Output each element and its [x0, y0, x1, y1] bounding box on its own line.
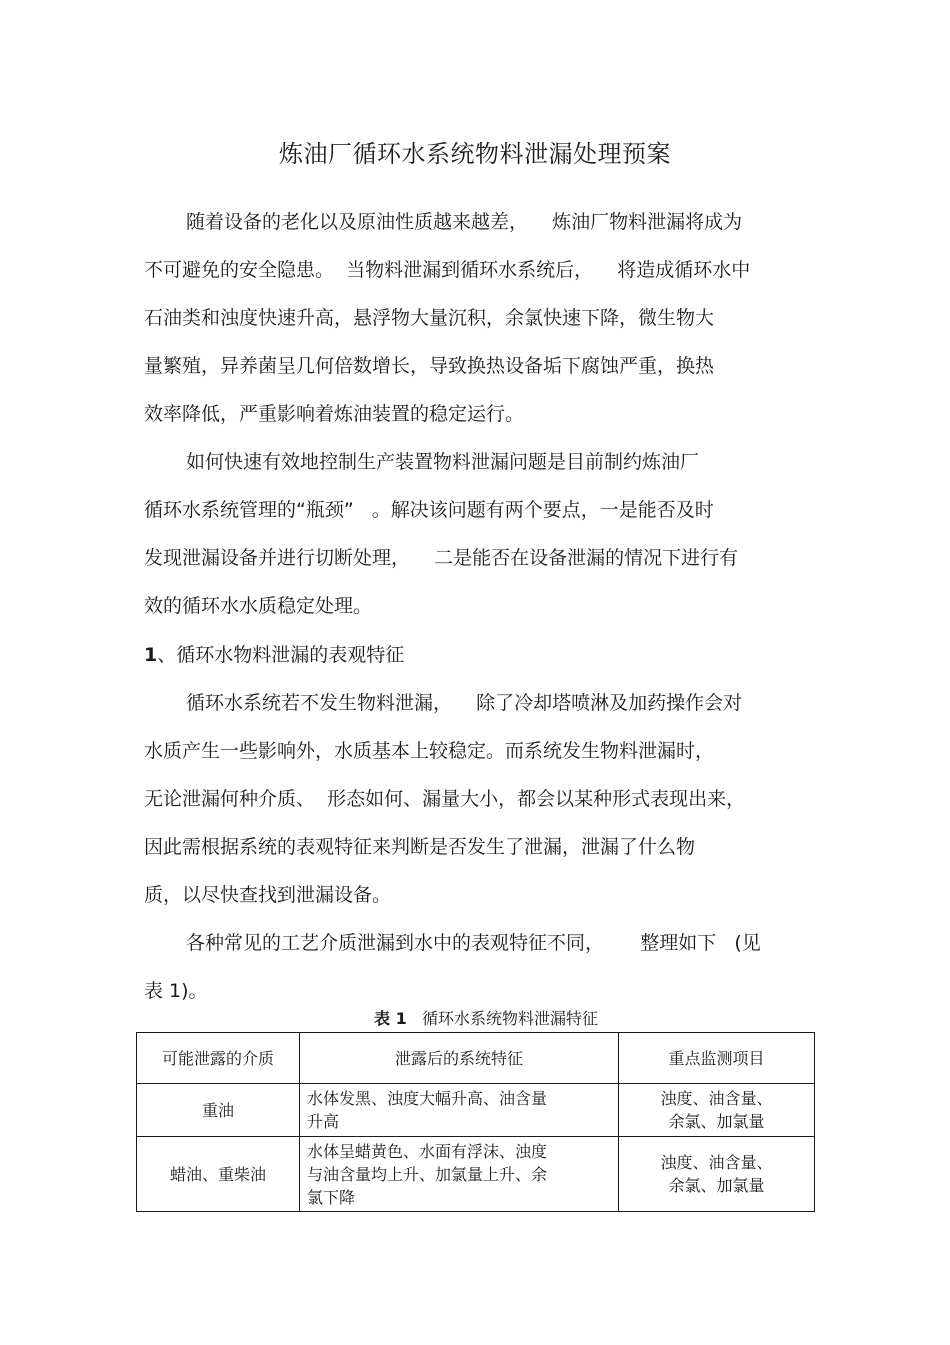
table-cell-items-line: 浊度、油含量、: [660, 1153, 773, 1172]
paragraph-3-line-5: 质，以尽快查找到泄漏设备。: [144, 884, 392, 906]
paragraph-4-line-1: 各种常见的工艺介质泄漏到水中的表观特征不同， 整理如下 (见: [186, 932, 761, 954]
paragraph-1-line-5: 效率降低，严重影响着炼油装置的稳定运行。: [144, 403, 525, 425]
table-cell-items-line: 余氯、加氯量: [668, 1112, 765, 1131]
paragraph-2-line-3: 发现泄漏设备并进行切断处理， 二是能否在设备泄漏的情况下进行有: [144, 547, 739, 569]
table-cell-features-line: 氯下降: [307, 1187, 356, 1207]
table-cell-features-line: 水体发黑、浊度大幅升高、油含量: [307, 1089, 548, 1108]
paragraph-1-line-2: 不可避免的安全隐患。 当物料泄漏到循环水系统后， 将造成循环水中: [144, 259, 751, 281]
table-caption-label: 表 1: [374, 1009, 407, 1028]
table-row: [137, 1137, 815, 1212]
paragraph-3-line-3: 无论泄漏何种介质、 形态如何、漏量大小，都会以某种形式表现出来，: [144, 788, 746, 810]
paragraph-3-line-4: 因此需根据系统的表观特征来判断是否发生了泄漏，泄漏了什么物: [144, 836, 696, 858]
paragraph-2-line-4: 效的循环水水质稳定处理。: [144, 595, 373, 617]
table-header-items: 重点监测项目: [619, 1033, 815, 1084]
section-1-heading: [144, 640, 404, 670]
table-header-row: [137, 1033, 815, 1084]
paragraph-2-line-1: 如何快速有效地控制生产装置物料泄漏问题是目前制约炼油厂: [186, 451, 700, 473]
table-cell-medium: 重油: [137, 1084, 300, 1137]
document-title: 炼油厂循环水系统物料泄漏处理预案: [279, 140, 671, 168]
paragraph-4-line-2: 表 1)。: [144, 980, 208, 1002]
table-cell-features: [300, 1137, 619, 1212]
table-caption-text: 循环水系统物料泄漏特征: [406, 1009, 598, 1028]
paragraph-3-line-2: 水质产生一些影响外，水质基本上较稳定。而系统发生物料泄漏时，: [144, 740, 715, 762]
table-cell-features-line: 水体呈蜡黄色、水面有浮沫、浊度: [307, 1141, 548, 1161]
table-cell-medium: 蜡油、重柴油: [137, 1137, 300, 1212]
table-cell-features-line: 与油含量均上升、加氯量上升、余: [307, 1164, 548, 1184]
leak-features-table: [136, 1032, 815, 1212]
paragraph-1-line-3: 石油类和浊度快速升高，悬浮物大量沉积，余氯快速下降，微生物大: [144, 307, 715, 329]
table-header-features: 泄露后的系统特征: [300, 1033, 619, 1084]
paragraph-3-line-1: 循环水系统若不发生物料泄漏， 除了冷却塔喷淋及加药操作会对: [186, 692, 743, 714]
paragraph-1-line-4: 量繁殖，异养菌呈几何倍数增长，导致换热设备垢下腐蚀严重，换热: [144, 355, 715, 377]
table-row: [137, 1084, 815, 1137]
table-cell-features-line: 升高: [307, 1112, 340, 1131]
paragraph-1-line-1: 随着设备的老化以及原油性质越来越差， 炼油厂物料泄漏将成为: [186, 211, 743, 233]
paragraph-2-line-2: 循环水系统管理的“瓶颈” 。解决该问题有两个要点，一是能否及时: [144, 499, 714, 521]
table-cell-items-line: 浊度、油含量、: [660, 1089, 773, 1108]
section-1-number: 1: [144, 644, 158, 666]
table-cell-items: [619, 1084, 815, 1137]
section-1-title: 、循环水物料泄漏的表观特征: [157, 644, 405, 666]
table-header-medium: 可能泄露的介质: [137, 1033, 300, 1084]
table-cell-items: [619, 1137, 815, 1212]
table-cell-features: [300, 1084, 619, 1137]
table-caption: [0, 1007, 950, 1031]
table-cell-items-line: 余氯、加氯量: [668, 1176, 765, 1195]
